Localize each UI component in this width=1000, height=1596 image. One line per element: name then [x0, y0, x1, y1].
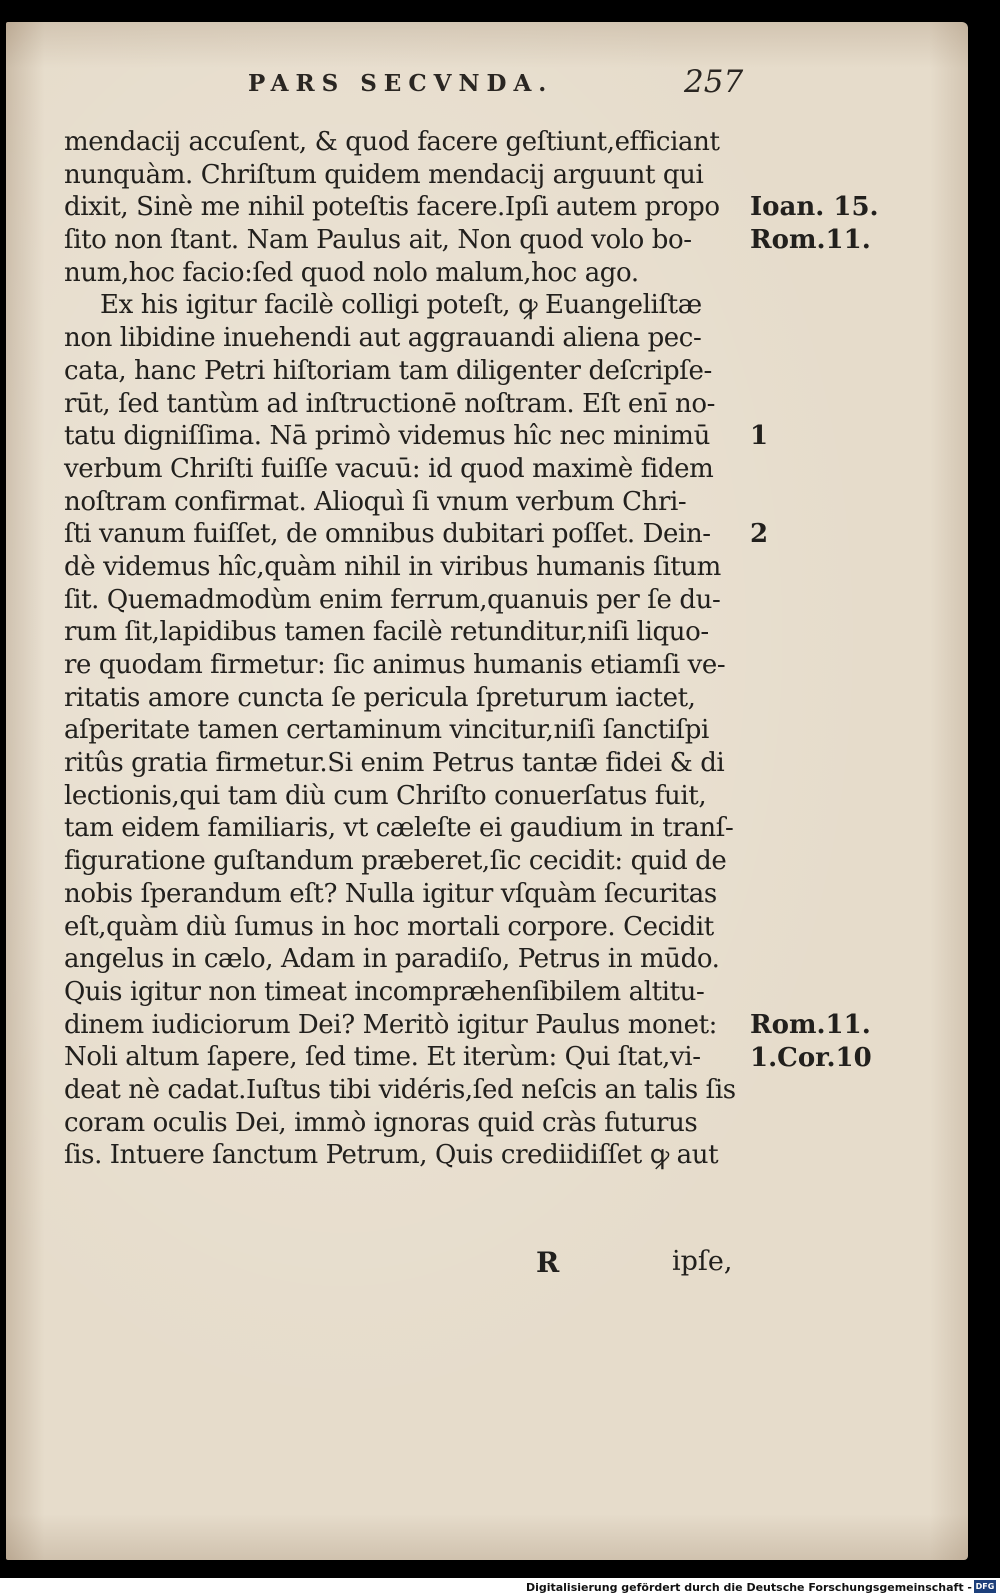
page-header: [248, 64, 748, 104]
margin-note: Ioan. 15.: [750, 192, 879, 223]
text-line: ſit. Quemadmodùm enim ferrum,quanuis per ſe du-: [64, 584, 721, 615]
signature-mark: R: [536, 1246, 560, 1279]
text-line: eſt,quàm diù ſumus in hoc mortali corpore. Cecidit: [64, 911, 714, 942]
text-line: nunquàm. Chriſtum quidem mendacij arguunt qui: [64, 159, 704, 190]
running-head: PARS SECVNDA.: [248, 70, 554, 97]
text-line: verbum Chriſti fuiſſe vacuū: id quod maximè fidem: [64, 453, 714, 484]
text-line: dè videmus hîc,quàm nihil in viribus humanis ſitum: [64, 551, 721, 582]
text-line: figuratione guſtandum præberet,ſic cecidit: quid de: [64, 846, 727, 877]
body-text: [64, 126, 754, 1172]
margin-note: Rom.11.: [750, 1009, 871, 1040]
text-line: aſperitate tamen certaminum vincitur,niſi ſanctiſpi: [64, 715, 709, 746]
text-line: nobis ſperandum eſt? Nulla igitur vſquàm ſecuritas: [64, 878, 717, 909]
text-line: dixit, Sinè me nihil poteſtis facere.Ipſi autem propo: [64, 192, 720, 223]
text-line: non libidine inuehendi aut aggrauandi aliena pec-: [64, 323, 702, 354]
margin-note: 1: [750, 421, 769, 452]
text-line: rūt, ſed tantùm ad inſtructionē noſtram. Eſt enī no-: [64, 388, 715, 419]
text-line: cata, hanc Petri hiſtoriam tam diligenter deſcripſe-: [64, 355, 712, 386]
text-line: Ex his igitur facilè colligi poteſt, ꝙ Euangeliſtæ: [100, 290, 702, 321]
digitization-credit: Digitalisierung gefördert durch die Deutsche Forschungsgemeinschaft -: [525, 1581, 972, 1594]
margin-note: 2: [750, 519, 769, 550]
text-line: num,hoc facio:ſed quod nolo malum,hoc ago.: [64, 257, 639, 288]
dfg-logo-icon: DFG: [975, 1582, 995, 1591]
margin-note: Rom.11.: [750, 225, 871, 256]
text-line: re quodam firmetur: ſic animus humanis etiamſi ve-: [64, 650, 726, 680]
text-line: coram oculis Dei, immò ignoras quid cràs futurus: [64, 1107, 698, 1138]
text-line: lectionis,qui tam diù cum Chriſto conuerſatus fuit,: [64, 780, 707, 811]
margin-note: 1.Cor.10: [750, 1042, 872, 1073]
text-line: mendacij accuſent, & quod facere geſtiunt,efficiant: [64, 127, 720, 157]
text-line: deat nè cadat.Iuſtus tibi vidéris,ſed neſcis an talis ſis: [64, 1074, 736, 1105]
text-line: Noli altum ſapere, ſed time. Et iterùm: Qui ſtat,vi-: [64, 1042, 701, 1073]
text-line: ſti vanum fuiſſet, de omnibus dubitari poſſet. Dein-: [64, 519, 711, 550]
text-line: ritatis amore cuncta ſe pericula ſpreturum iactet,: [64, 682, 696, 713]
text-line: ſito non ſtant. Nam Paulus ait, Non quod volo bo-: [64, 225, 692, 256]
text-line: ritûs gratia firmetur.Si enim Petrus tantæ fidei & di: [64, 748, 725, 779]
text-line: tatu digniſſima. Nā primò videmus hîc nec minimū: [64, 421, 710, 452]
text-line: rum ſit,lapidibus tamen facilè retunditur,niſi liquo-: [64, 617, 709, 648]
text-line: dinem iudiciorum Dei? Meritò igitur Paulus monet:: [64, 1009, 717, 1040]
text-line: noſtram confirmat. Alioquì ſi vnum verbum Chri-: [64, 486, 687, 517]
text-line: tam eidem familiaris, vt cæleſte ei gaudium in tranſ-: [64, 813, 734, 844]
text-line: angelus in cælo, Adam in paradiſo, Petrus in mūdo.: [64, 944, 720, 975]
text-line: ſis. Intuere ſanctum Petrum, Quis crediidiſſet ꝙ aut: [64, 1140, 719, 1171]
text-line: Quis igitur non timeat incompræhenſibilem altitu-: [64, 976, 705, 1007]
page-number: 257: [684, 64, 744, 100]
catchword: ipſe,: [672, 1246, 733, 1277]
